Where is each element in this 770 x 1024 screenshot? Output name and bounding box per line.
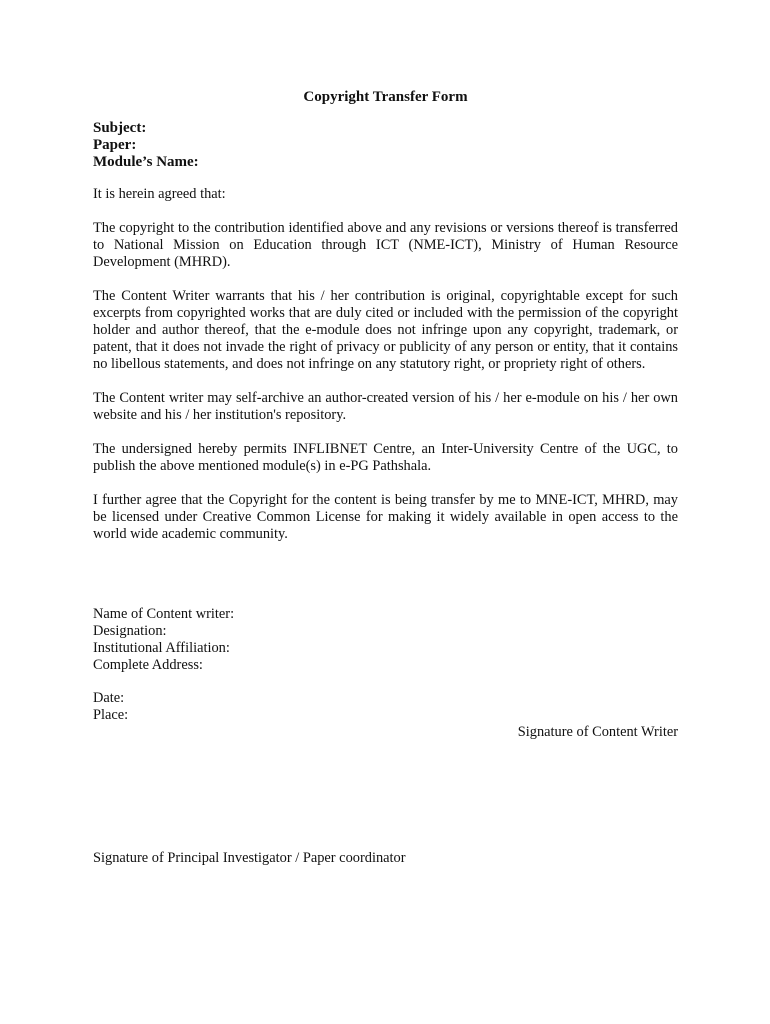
writer-name-label: Name of Content writer:: [93, 606, 235, 622]
paragraph-permission: The undersigned hereby permits INFLIBNET Centre, an Inter-University Centre of the UGC, to publish the above mentioned module(s) in e-PG Pathshala.: [93, 441, 678, 474]
paragraph-warranty: The Content Writer warrants that his / her contribution is original, copyrightable except for such excerpts from copyrighted works that are duly cited or included with the permission of the copyright holder and author thereof, that the e-module does not infringe upon any copyright, trademark, or patent, that it does not invade the right of privacy or publicity of any person or entity, that it contains no libellous statements, and does not infringe on any statutory right, or propriety right of others.: [93, 288, 678, 372]
paper-label: Paper:: [93, 137, 137, 153]
designation-label: Designation:: [93, 623, 167, 639]
form-title: Copyright Transfer Form: [303, 89, 468, 105]
signature-content-writer-label: Signature of Content Writer: [517, 724, 678, 740]
document-page: [93, 0, 678, 1024]
paragraph-self-archive: The Content writer may self-archive an author-created version of his / her e-module on his / her own website and his / her institution's repository.: [93, 390, 678, 423]
agreement-body: [93, 186, 678, 560]
paragraph-license: I further agree that the Copyright for the content is being transfer by me to MNE-ICT, MHRD, may be licensed under Creative Common License for making it widely available in open access to the world wide academic community.: [93, 492, 678, 542]
module-info-block: [93, 120, 199, 171]
paragraph-copyright-transfer: The copyright to the contribution identified above and any revisions or versions thereof is transferred to National Mission on Education through ICT (NME-ICT), Ministry of Human Resource Development (MHRD).: [93, 220, 678, 270]
date-label: Date:: [93, 690, 125, 706]
signature-principal-investigator-label: Signature of Principal Investigator / Paper coordinator: [93, 850, 406, 866]
module-name-label: Module’s Name:: [93, 154, 199, 170]
writer-details-block: [93, 606, 234, 674]
agreement-intro: It is herein agreed that:: [93, 186, 226, 202]
affiliation-label: Institutional Affiliation:: [93, 640, 230, 656]
subject-label: Subject:: [93, 120, 147, 136]
date-place-block: [93, 690, 128, 724]
place-label: Place:: [93, 707, 129, 723]
address-label: Complete Address:: [93, 657, 203, 673]
